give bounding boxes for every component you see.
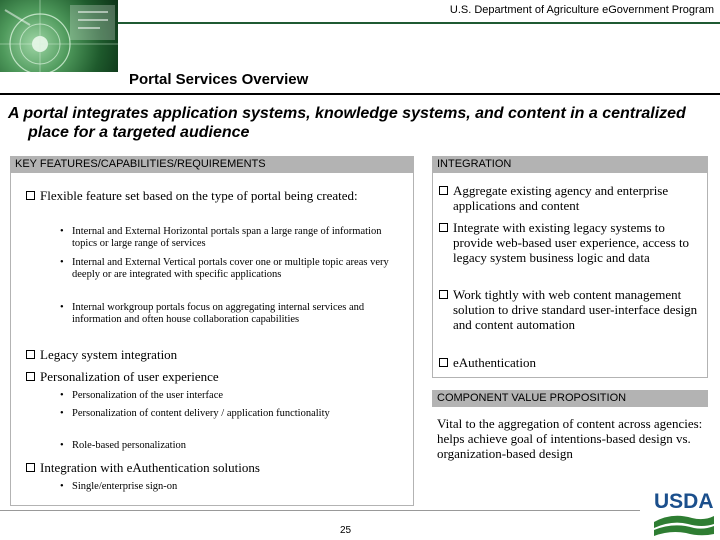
sub-item: • Personalization of the user interface <box>60 390 224 401</box>
list-item: Personalization of user experience <box>26 369 386 384</box>
list-item: Integrate with existing legacy systems to provide web-based user experience, access to legacy system business logic and data <box>439 220 701 265</box>
component-value-text: Vital to the aggregation of content across agencies: helps achieve goal of intentions-based design vs. organization-based design <box>437 416 703 461</box>
org-title: U.S. Department of Agriculture eGovernment Program <box>449 4 714 16</box>
key-features-heading: KEY FEATURES/CAPABILITIES/REQUIREMENTS <box>10 156 414 173</box>
globe-graphic-icon <box>0 0 118 72</box>
bullet-icon: • <box>60 302 64 313</box>
sub-item: • Internal workgroup portals focus on aggregating internal services and information and often house collaboration capabilities <box>60 302 365 325</box>
list-item: Integration with eAuthentication solutions <box>26 460 396 475</box>
list-item: Flexible feature set based on the type of portal being created: <box>26 188 386 203</box>
sub-item: • Role-based personalization <box>60 440 187 451</box>
bullet-icon: • <box>60 408 64 419</box>
sub-item: • Internal and External Vertical portals cover one or multiple topic areas very deeply or are integrated with specific applications <box>60 257 389 280</box>
bullet-icon: • <box>60 390 64 401</box>
bullet-icon: • <box>60 481 64 492</box>
list-item: Legacy system integration <box>26 347 386 362</box>
checkbox-bullet-icon <box>439 186 448 195</box>
list-item: Aggregate existing agency and enterprise applications and content <box>439 183 701 213</box>
bullet-icon: • <box>60 226 64 237</box>
list-item: Work tightly with web content management solution to drive standard user-interface design and content automation <box>439 287 705 332</box>
key-features-panel <box>10 173 414 506</box>
checkbox-bullet-icon <box>26 350 35 359</box>
sub-item: • Internal and External Horizontal portals span a large range of information topics or large range of services <box>60 226 382 249</box>
page-number: 25 <box>340 525 352 536</box>
list-item: eAuthentication <box>439 355 701 370</box>
header-rule <box>118 22 720 24</box>
bullet-icon: • <box>60 440 64 451</box>
slide-title: Portal Services Overview <box>129 71 309 88</box>
sub-item: • Personalization of content delivery / application functionality <box>60 408 330 419</box>
title-rule <box>0 93 720 95</box>
checkbox-bullet-icon <box>26 191 35 200</box>
usda-logo <box>652 488 716 538</box>
checkbox-bullet-icon <box>439 358 448 367</box>
checkbox-bullet-icon <box>439 290 448 299</box>
checkbox-bullet-icon <box>26 372 35 381</box>
integration-heading: INTEGRATION <box>432 156 708 173</box>
headline: A portal integrates application systems, knowledge systems, and content in a centralized place for a targeted audience <box>8 105 686 141</box>
bullet-icon: • <box>60 257 64 268</box>
component-value-heading: COMPONENT VALUE PROPOSITION <box>432 390 708 407</box>
hero-image <box>0 0 118 72</box>
footer-rule <box>0 510 640 511</box>
checkbox-bullet-icon <box>439 223 448 232</box>
checkbox-bullet-icon <box>26 463 35 472</box>
usda-logo-text: USDA <box>654 490 714 513</box>
sub-item: • Single/enterprise sign-on <box>60 481 178 492</box>
